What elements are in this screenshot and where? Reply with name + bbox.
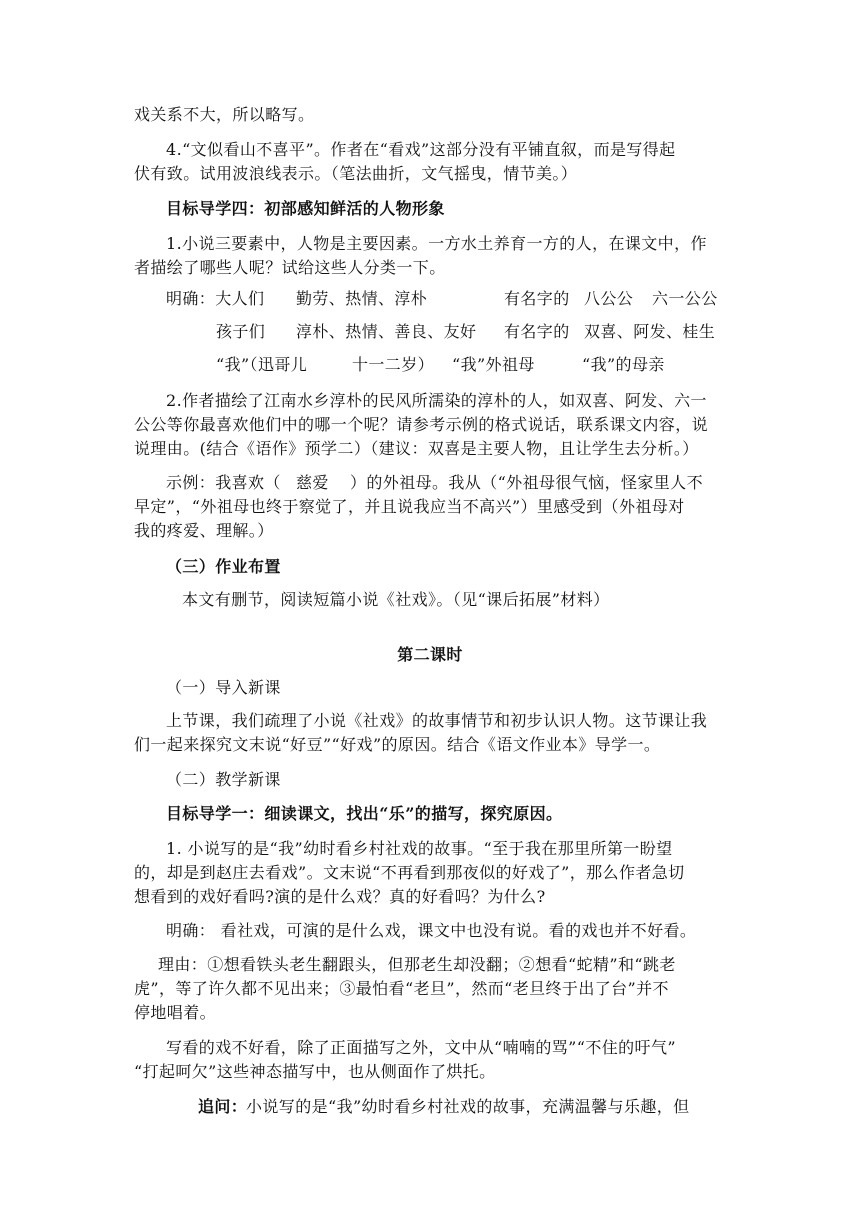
text-line: 早定”，“外祖母也终于察觉了，并且说我应当不高兴”）里感受到（外祖母对 [134, 497, 685, 516]
table-cell: 十一二岁） [352, 355, 435, 374]
section-heading: （三）作业布置 [166, 557, 281, 576]
text-line: “打起呵欠”这些神态描写中，也从侧面作了烘托。 [134, 1062, 496, 1081]
table-cell: “我”的母亲 [582, 355, 665, 374]
text-line: 上节课，我们疏理了小说《社戏》的故事情节和初步认识人物。这节课让我 [166, 711, 708, 730]
table-cell: 双喜、阿发、桂生 [584, 322, 716, 341]
follow-up-label: 追问： [198, 1097, 248, 1116]
lesson-title: 第二课时 [397, 645, 463, 664]
text-line: 本文有删节，阅读短篇小说《社戏》。（见“课后拓展”材料） [182, 590, 610, 609]
table-cell: 明确：大人们 [166, 289, 265, 308]
fill-in-answer: 慈爱 [296, 473, 329, 492]
section-heading: （一）导入新课 [166, 678, 281, 697]
section-heading: 目标导学一：细读课文，找出“乐”的描写，探究原因。 [166, 804, 563, 823]
table-cell: “我”外祖母 [452, 355, 535, 374]
text-line: 停地唱着。 [134, 1003, 217, 1022]
table-cell: 有名字的 [504, 289, 570, 308]
text-line: 公公等你最喜欢他们中的哪一个呢？请参考示例的格式说话，联系课文内容，说 [134, 415, 709, 434]
text-line: 1.小说三要素中，人物是主要因素。一方水土养育一方的人，在课文中，作 [166, 234, 707, 253]
table-cell: 勤劳、热情、淳朴 [296, 289, 428, 308]
text-line: 小说写的是“我”幼时看乡村社戏的故事，充满温馨与乐趣，但 [246, 1097, 690, 1116]
text-line: 我的疼爱、理解。） [134, 521, 274, 540]
table-cell: 六一公公 [652, 289, 718, 308]
text-line: 2.作者描绘了江南水乡淳朴的民风所濡染的淳朴的人，如双喜、阿发、六一 [166, 391, 707, 410]
text-line: 想看到的戏好看吗?演的是什么戏？真的好看吗？为什么? [134, 887, 546, 906]
text-line: 说理由。(结合《语作》预学二）（建议：双喜是主要人物，且让学生去分析。） [134, 439, 699, 458]
table-cell: 淳朴、热情、善良、友好 [296, 322, 477, 341]
table-cell: “我”（迅哥儿 [216, 355, 308, 374]
text-line: 戏关系不大，所以略写。 [134, 105, 315, 124]
text-line: 示例：我喜欢（ [166, 473, 281, 492]
table-cell: 孩子们 [216, 322, 266, 341]
section-heading: （二）教学新课 [166, 770, 281, 789]
text-line: 写看的戏不好看，除了正面描写之外，文中从“喃喃的骂”“不住的吁气” [166, 1038, 676, 1057]
text-line: 伏有致。试用波浪线表示。（笔法曲折，文气摇曳，情节美。） [134, 164, 578, 183]
text-line: 虎”，等了许久都不见出来；③最怕看“老旦”，然而“老旦终于出了台”并不 [134, 979, 669, 998]
table-cell: 有名字的 [504, 322, 570, 341]
table-cell: 八公公 [584, 289, 634, 308]
section-heading: 目标导学四：初部感知鲜活的人物形象 [166, 199, 445, 218]
text-line: 1. 小说写的是“我”幼时看乡村社戏的故事。“至于我在那里所第一盼望 [166, 839, 673, 858]
text-line: 4.“文似看山不喜平”。作者在“看戏”这部分没有平铺直叙，而是写得起 [166, 140, 676, 159]
text-line: 们一起来探究文末说“好豆”“好戏”的原因。结合《语文作业本》导学一。 [134, 735, 661, 754]
text-line: 者描绘了哪些人呢？试给这些人分类一下。 [134, 258, 446, 277]
text-line: 的，却是到赵庄去看戏”。文末说“不再看到那夜似的好戏了”，那么作者急切 [134, 863, 685, 882]
text-line: 明确： 看社戏，可演的是什么戏，课文中也没有说。看的戏也并不好看。 [166, 921, 697, 940]
text-line: 理由：①想看铁头老生翻跟头，但那老生却没翻；②想看“蛇精”和“跳老 [158, 955, 676, 974]
text-line: ）的外祖母。我从（“外祖母很气恼，怪家里人不 [350, 473, 703, 492]
